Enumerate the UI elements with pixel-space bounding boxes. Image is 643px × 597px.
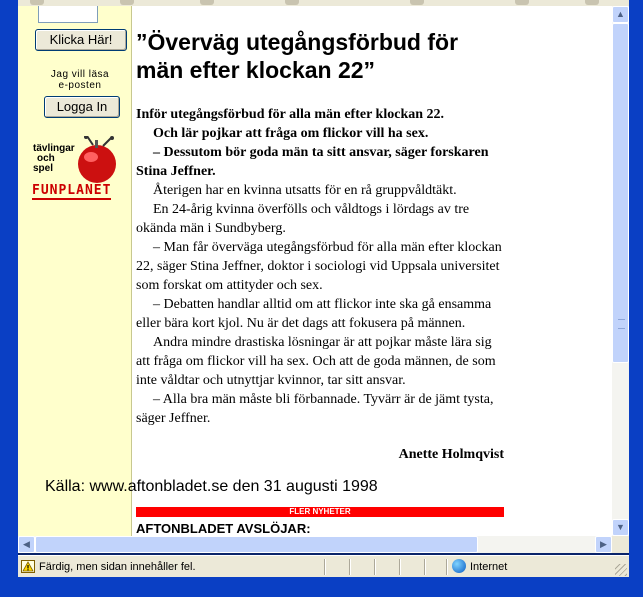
- status-divider: [324, 559, 326, 575]
- headline-line2: män efter klockan 22”: [136, 57, 376, 83]
- status-divider: [446, 559, 448, 575]
- klicka-har-button[interactable]: Klicka Här!: [35, 29, 127, 51]
- resize-grip[interactable]: [615, 564, 627, 576]
- toolbar-button[interactable]: [410, 0, 424, 5]
- funplanet-banner[interactable]: [31, 136, 127, 206]
- toolbar-button[interactable]: [515, 0, 529, 5]
- scroll-down-button[interactable]: ▼: [612, 519, 629, 536]
- article-paragraph: – Dessutom bör goda män ta sitt ansvar, säger forskaren Stina Jeffner.: [136, 145, 489, 179]
- scrollbar-corner: [612, 536, 629, 553]
- article-byline: Anette Holmqvist: [398, 447, 504, 462]
- vertical-scroll-thumb[interactable]: [612, 23, 629, 363]
- login-prompt-line2: e-posten: [58, 80, 102, 91]
- toolbar-button[interactable]: [120, 0, 134, 5]
- toolbar-button[interactable]: [200, 0, 214, 5]
- horizontal-scroll-thumb[interactable]: [35, 536, 478, 553]
- status-divider: [399, 559, 401, 575]
- status-divider: [374, 559, 376, 575]
- status-divider: [349, 559, 351, 575]
- scroll-left-button[interactable]: ◀: [18, 536, 35, 553]
- article-body: [136, 105, 508, 428]
- article-headline: [136, 28, 508, 84]
- horizontal-scrollbar[interactable]: [18, 536, 612, 553]
- funplanet-games-label: tävlingar och spel: [33, 143, 75, 174]
- sidebar: [18, 6, 132, 536]
- article: [136, 6, 508, 536]
- window-frame-bottom: [0, 577, 643, 597]
- article-paragraph: – Man får överväga utegångsförbud för alla män efter klockan 22, säger Stina Jeffner, doktor i sociologi vid Uppsala universitet som forskat om attityder och sex.: [136, 240, 502, 293]
- headline-line1: ”Överväg utegångsförbud för: [136, 29, 459, 55]
- article-paragraph: – Alla bra män måste bli förbannade. Tyvärr är de jämt tysta, säger Jeffner.: [136, 392, 494, 426]
- window-frame-left: [0, 0, 18, 597]
- status-divider: [424, 559, 426, 575]
- window-frame-right: [629, 0, 643, 597]
- security-zone: Internet: [470, 561, 508, 573]
- warning-icon[interactable]: [21, 560, 35, 573]
- toolbar-button[interactable]: [30, 0, 44, 5]
- more-news-bar[interactable]: FLER NYHETER: [136, 507, 504, 517]
- article-paragraph: – Debatten handlar alltid om att flickor inte ska gå ensamma eller bära kort kjol. Nu är det dags att fokusera på männen.: [136, 297, 492, 331]
- article-paragraph: Inför utegångsförbud för alla män efter klockan 22.: [136, 107, 445, 122]
- article-paragraph: Och lär pojkar att fråga om flickor vill ha sex.: [153, 126, 429, 141]
- toolbar-button[interactable]: [585, 0, 599, 5]
- funplanet-logo: FUNPLANET: [32, 183, 112, 198]
- article-paragraph: En 24-årig kvinna överfölls och våldtogs i lördags av tre okända män i Sundbyberg.: [136, 202, 470, 236]
- logga-in-button[interactable]: Logga In: [44, 96, 120, 118]
- login-input[interactable]: [38, 6, 98, 23]
- section-heading: AFTONBLADET AVSLÖJAR:: [136, 521, 311, 536]
- article-source: Källa: www.aftonbladet.se den 31 augusti 1998: [45, 478, 378, 495]
- article-paragraph: Återigen har en kvinna utsatts för en rå gruppvåldtäkt.: [153, 183, 457, 198]
- status-text: Färdig, men sidan innehåller fel.: [39, 561, 196, 573]
- scroll-grip-icon: [618, 319, 625, 329]
- status-bar: [18, 555, 629, 578]
- globe-icon: [452, 559, 466, 573]
- page-content: [18, 6, 612, 536]
- vertical-scrollbar[interactable]: [612, 6, 629, 536]
- scroll-up-button[interactable]: ▲: [612, 6, 629, 23]
- login-prompt: [33, 69, 127, 91]
- article-paragraph: Andra mindre drastiska lösningar är att pojkar måste lära sig att fråga om flickor vill ha sex. Och att de goda männen, de som inte våldtar och utnyttjar kvinnor, tar sitt ansvar.: [136, 335, 496, 388]
- scroll-right-button[interactable]: ▶: [595, 536, 612, 553]
- toolbar-button[interactable]: [285, 0, 299, 5]
- login-prompt-line1: Jag vill läsa: [50, 69, 110, 80]
